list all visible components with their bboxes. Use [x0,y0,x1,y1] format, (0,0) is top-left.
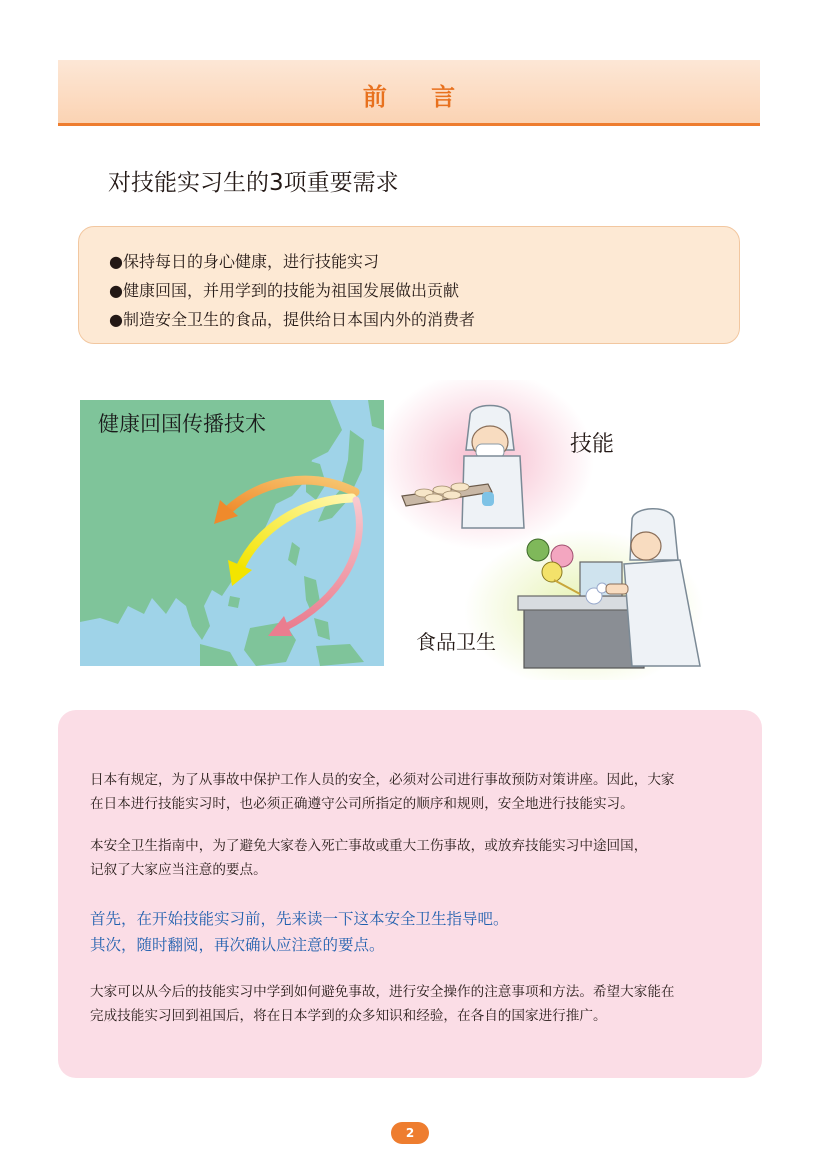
info-line: 完成技能实习回到祖国后，将在日本学到的众多知识和经验，在各自的国家进行推广。 [90,1008,607,1024]
info-box [58,710,762,1078]
section-subtitle: 对技能实习生的3项重要需求 [108,170,399,196]
map-panel [80,400,384,666]
info-line: 大家可以从今后的技能实习中学到如何避免事故，进行安全操作的注意事项和方法。希望大家能在 [90,984,675,1000]
east-asia-map-icon [80,400,384,666]
info-paragraph-3 [90,980,675,1028]
info-line: 在日本进行技能实习时，也必须正确遵守公司所指定的顺序和规则，安全地进行技能实习。 [90,796,634,812]
skill-label: 技能 [570,432,615,457]
info-paragraph-2 [90,834,647,882]
page-number: 2 [391,1122,429,1144]
info-highlight [90,906,509,958]
map-title: 健康回国传播技术 [98,412,266,436]
page-title: 前 言 [362,83,474,111]
info-line: 日本有规定，为了从事故中保护工作人员的安全，必须对公司进行事故预防对策讲座。因此，大家 [90,772,675,788]
food-hygiene-label: 食品卫生 [416,630,496,654]
info-paragraph-1 [90,768,675,816]
highlight-line: 首先，在开始技能实习前，先来读一下这本安全卫生指导吧。 [90,910,509,928]
need-item: ●保持每日的身心健康，进行技能实习 [109,252,379,271]
needs-list [109,247,475,334]
header-band [58,60,760,126]
info-line: 记叙了大家应当注意的要点。 [90,862,267,878]
need-item: ●健康回国，并用学到的技能为祖国发展做出贡献 [109,281,459,300]
info-line: 本安全卫生指南中，为了避免大家卷入死亡事故或重大工伤事故，或放弃技能实习中途回国， [90,838,648,854]
needs-box [78,226,740,344]
highlight-line: 其次，随时翻阅，再次确认应注意的要点。 [90,936,385,954]
need-item: ●制造安全卫生的食品，提供给日本国内外的消费者 [109,310,475,329]
